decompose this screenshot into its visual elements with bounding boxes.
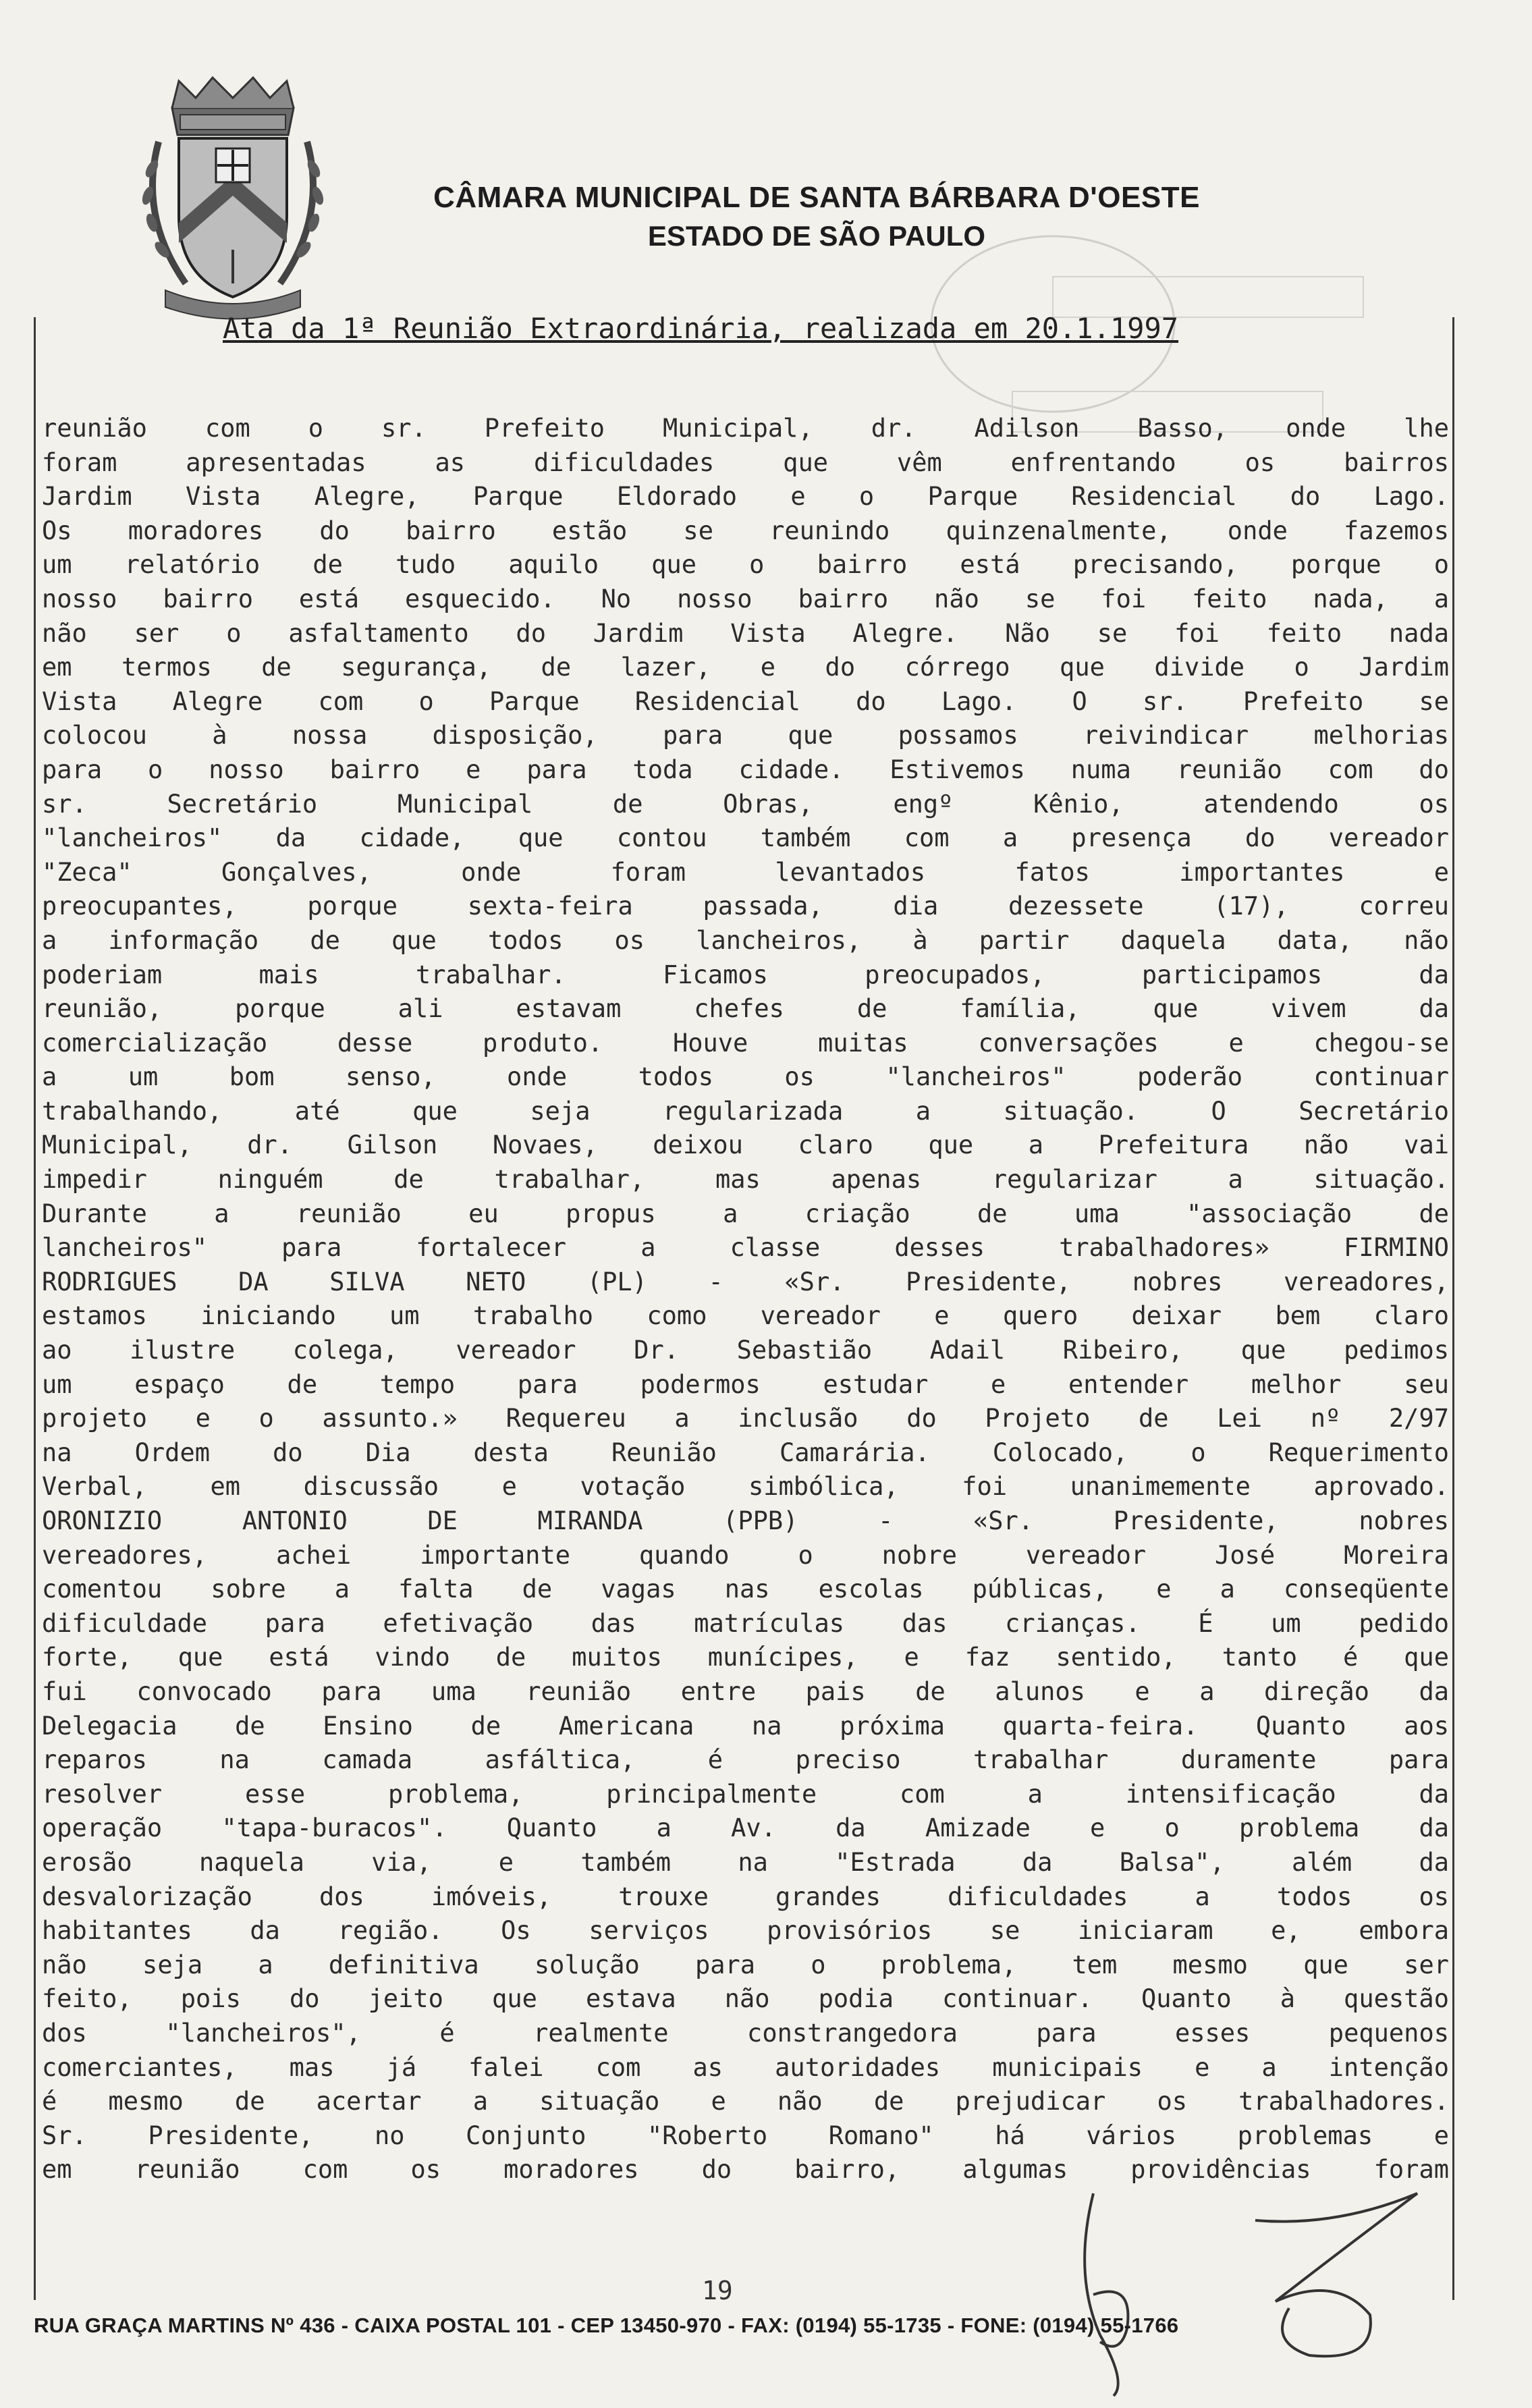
text-line: "lancheiros" da cidade, que contou também com a presença do vereador bbox=[42, 823, 1449, 853]
text-line: é mesmo de acertar a situação e não de prejudicar os trabalhadores. bbox=[42, 2087, 1449, 2116]
text-line: ao ilustre colega, vereador Dr. Sebastião Adail Ribeiro, que pedimos bbox=[42, 1336, 1449, 1365]
text-line: na Ordem do Dia desta Reunião Camarária. Colocado, o Requerimento bbox=[42, 1438, 1449, 1467]
handwritten-signature bbox=[1053, 2180, 1471, 2403]
text-line: em reunião com os moradores do bairro, algumas providências foram bbox=[42, 2155, 1449, 2185]
text-line: poderiam mais trabalhar. Ficamos preocupados, participamos da bbox=[42, 960, 1449, 989]
text-line: não ser o asfaltamento do Jardim Vista Alegre. Não se foi feito nada bbox=[42, 618, 1449, 648]
text-line: não seja a definitiva solução para o problema, tem mesmo que ser bbox=[42, 1950, 1449, 1979]
left-margin-rule bbox=[34, 317, 36, 2300]
text-line: reunião, porque ali estavam chefes de família, que vivem da bbox=[42, 994, 1449, 1024]
text-line: comercialização desse produto. Houve muitas conversações e chegou-se bbox=[42, 1028, 1449, 1058]
text-line: preocupantes, porque sexta-feira passada, dia dezessete (17), correu bbox=[42, 892, 1449, 921]
text-line: em termos de segurança, de lazer, e do córrego que divide o Jardim bbox=[42, 653, 1449, 682]
text-line: erosão naquela via, e também na "Estrada da Balsa", além da bbox=[42, 1847, 1449, 1877]
text-line: estamos iniciando um trabalho como vereador e quero deixar bem claro bbox=[42, 1301, 1449, 1331]
text-line: feito, pois do jeito que estava não podia continuar. Quanto à questão bbox=[42, 1984, 1449, 2014]
text-line: Os moradores do bairro estão se reunindo quinzenalmente, onde fazemos bbox=[42, 516, 1449, 545]
text-line: forte, que está vindo de muitos munícipes, e faz sentido, tanto é que bbox=[42, 1643, 1449, 1672]
text-line: reunião com o sr. Prefeito Municipal, dr. Adilson Basso, onde lhe bbox=[42, 414, 1449, 443]
text-line: comerciantes, mas já falei com as autoridades municipais e a intenção bbox=[42, 2052, 1449, 2082]
text-line: projeto e o assunto.» Requereu a inclusão do Projeto de Lei nº 2/97 bbox=[42, 1404, 1449, 1433]
text-line: habitantes da região. Os serviços provisórios se iniciaram e, embora bbox=[42, 1916, 1449, 1946]
text-line: impedir ninguém de trabalhar, mas apenas regularizar a situação. bbox=[42, 1165, 1449, 1195]
text-line: desvalorização dos imóveis, trouxe grandes dificuldades a todos os bbox=[42, 1882, 1449, 1911]
institution-name: CÂMARA MUNICIPAL DE SANTA BÁRBARA D'OESTE bbox=[433, 181, 1200, 214]
text-line: para o nosso bairro e para toda cidade. Estivemos numa reunião com do bbox=[42, 755, 1449, 784]
text-line: um relatório de tudo aquilo que o bairro está precisando, porque o bbox=[42, 550, 1449, 580]
coat-of-arms-icon bbox=[132, 61, 334, 331]
text-line: fui convocado para uma reunião entre pais de alunos e a direção da bbox=[42, 1676, 1449, 1706]
text-line: nosso bairro está esquecido. No nosso bairro não se foi feito nada, a bbox=[42, 584, 1449, 613]
text-line: a informação de que todos os lancheiros, à partir daquela data, não bbox=[42, 925, 1449, 955]
text-line: comentou sobre a falta de vagas nas escolas públicas, e a conseqüente bbox=[42, 1575, 1449, 1604]
text-line: lancheiros" para fortalecer a classe desses trabalhadores» FIRMINO bbox=[42, 1233, 1449, 1263]
text-line: trabalhando, até que seja regularizada a situação. O Secretário bbox=[42, 1096, 1449, 1126]
text-line: dos "lancheiros", é realmente constrangedora para esses pequenos bbox=[42, 2018, 1449, 2048]
right-margin-rule bbox=[1452, 317, 1454, 2300]
text-line: foram apresentadas as dificuldades que vêm enfrentando os bairros bbox=[42, 447, 1449, 477]
text-line: Jardim Vista Alegre, Parque Eldorado e o Parque Residencial do Lago. bbox=[42, 482, 1449, 512]
text-line: Vista Alegre com o Parque Residencial do Lago. O sr. Prefeito se bbox=[42, 686, 1449, 716]
text-line: "Zeca" Gonçalves, onde foram levantados fatos importantes e bbox=[42, 857, 1449, 887]
text-line: a um bom senso, onde todos os "lancheiros" poderão continuar bbox=[42, 1062, 1449, 1092]
page-number: 19 bbox=[702, 2276, 733, 2305]
state-name: ESTADO DE SÃO PAULO bbox=[647, 220, 986, 252]
footer-address: RUA GRAÇA MARTINS Nº 436 - CAIXA POSTAL 101 - CEP 13450-970 - FAX: (0194) 55-1735 - FONE: (0194) 55-1766 bbox=[34, 2314, 1179, 2337]
text-line: vereadores, achei importante quando o nobre vereador José Moreira bbox=[42, 1540, 1449, 1570]
text-line: Durante a reunião eu propus a criação de uma "associação de bbox=[42, 1199, 1449, 1228]
text-line: RODRIGUES DA SILVA NETO (PL) - «Sr. Presidente, nobres vereadores, bbox=[42, 1267, 1449, 1296]
text-line: Delegacia de Ensino de Americana na próxima quarta-feira. Quanto aos bbox=[42, 1711, 1449, 1741]
minutes-body bbox=[42, 412, 1449, 2187]
text-line: reparos na camada asfáltica, é preciso trabalhar duramente para bbox=[42, 1745, 1449, 1775]
text-line: Municipal, dr. Gilson Novaes, deixou claro que a Prefeitura não vai bbox=[42, 1130, 1449, 1160]
minutes-title: Ata da 1ª Reunião Extraordinária, realizada em 20.1.1997 bbox=[223, 312, 1179, 345]
text-line: sr. Secretário Municipal de Obras, engº Kênio, atendendo os bbox=[42, 789, 1449, 819]
text-line: um espaço de tempo para podermos estudar e entender melhor seu bbox=[42, 1369, 1449, 1399]
text-line: Verbal, em discussão e votação simbólica, foi unanimemente aprovado. bbox=[42, 1472, 1449, 1502]
text-line: operação "tapa-buracos". Quanto a Av. da Amizade e o problema da bbox=[42, 1813, 1449, 1843]
text-line: ORONIZIO ANTONIO DE MIRANDA (PPB) - «Sr. Presidente, nobres bbox=[42, 1506, 1449, 1535]
text-line: colocou à nossa disposição, para que possamos reivindicar melhorias bbox=[42, 721, 1449, 750]
text-line: Sr. Presidente, no Conjunto "Roberto Romano" há vários problemas e bbox=[42, 2120, 1449, 2150]
text-line: resolver esse problema, principalmente com a intensificação da bbox=[42, 1779, 1449, 1809]
text-line: dificuldade para efetivação das matrículas das crianças. É um pedido bbox=[42, 1608, 1449, 1638]
